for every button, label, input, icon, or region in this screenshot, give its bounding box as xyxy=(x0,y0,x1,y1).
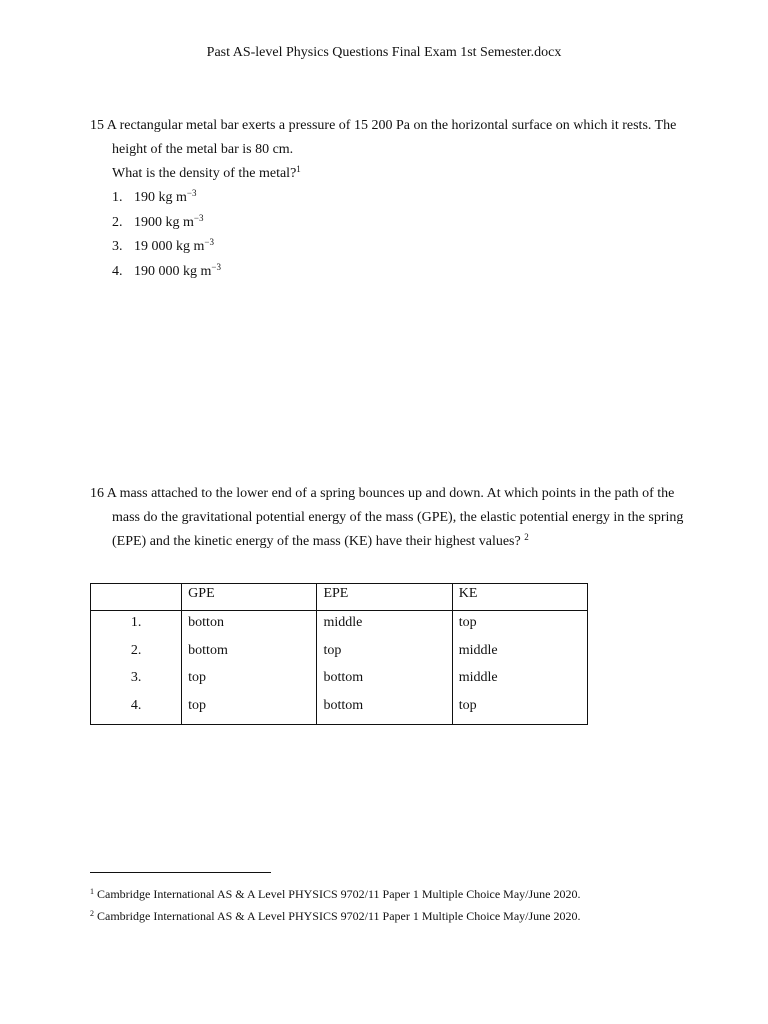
table-cell: top xyxy=(452,611,587,639)
table-row xyxy=(91,694,588,725)
table-row xyxy=(91,611,588,639)
table-cell: 4. xyxy=(91,694,182,725)
table-cell: middle xyxy=(317,611,452,639)
column-header xyxy=(91,584,182,611)
table-cell: top xyxy=(182,694,317,725)
table-row xyxy=(91,666,588,694)
answer-option: 3. 19 000 kg $m^{-3}$ xyxy=(112,237,214,254)
footnotes xyxy=(90,883,730,927)
question-15 xyxy=(90,114,690,284)
table-row xyxy=(91,639,588,667)
footnote-ref[interactable]: 2 xyxy=(524,532,529,542)
answer-options xyxy=(90,186,690,284)
footnote-ref[interactable]: 1 xyxy=(296,164,301,174)
footnote: $^2$ Cambridge International AS & A Level PHYSICS 9702/11 Paper 1 Multiple Choice May/June 2020. xyxy=(90,909,581,923)
table-cell: top xyxy=(182,666,317,694)
question-15-prompt: What is the density of the metal?$^1$ xyxy=(112,164,301,181)
table-cell: 1. xyxy=(91,611,182,639)
column-header-ke: KE xyxy=(452,584,587,611)
answer-option: 2. 1900 kg $m^{-3}$ xyxy=(112,212,204,230)
column-header-gpe: GPE xyxy=(182,584,317,611)
table-cell: 3. xyxy=(91,666,182,694)
footnote: $^1$ Cambridge International AS & A Level PHYSICS 9702/11 Paper 1 Multiple Choice May/June 2020. xyxy=(90,887,581,901)
table-cell: botton xyxy=(182,611,317,639)
answer-option: 4. 190 000 kg $m^{-3}$ xyxy=(112,261,221,279)
table-cell: top xyxy=(317,639,452,667)
question-16-line-3: (EPE) and the kinetic energy of the mass (KE) have their highest values? $^2$ xyxy=(112,532,529,549)
question-16 xyxy=(90,482,690,554)
table-cell: top xyxy=(452,694,587,725)
question-16-line-1: 16 A mass attached to the lower end of a spring bounces up and down. At which points in the path of the xyxy=(90,486,675,501)
document-header: Past AS-level Physics Questions Final Exam 1st Semester.docx xyxy=(206,45,562,60)
question-15-line-1: 15 A rectangular metal bar exerts a pressure of 15 200 Pa on the horizontal surface on which it rests. The xyxy=(90,118,677,133)
table-cell: middle xyxy=(452,639,587,667)
question-16-line-2: mass do the gravitational potential energy of the mass (GPE), the elastic potential energy in the spring xyxy=(112,510,684,525)
table-cell: middle xyxy=(452,666,587,694)
question-number: 15 xyxy=(90,118,104,133)
question-number: 16 xyxy=(90,486,104,501)
question-15-line-2: height of the metal bar is 80 cm. xyxy=(112,142,294,157)
column-header-epe: EPE xyxy=(317,584,452,611)
table-header-row xyxy=(91,584,588,611)
table-cell: bottom xyxy=(317,694,452,725)
table-cell: bottom xyxy=(182,639,317,667)
answer-option: 1. 190 kg $m^{-3}$ xyxy=(112,188,197,205)
table-cell: bottom xyxy=(317,666,452,694)
answer-table xyxy=(90,583,588,725)
footnote-separator xyxy=(90,872,271,873)
table-cell: 2. xyxy=(91,639,182,667)
